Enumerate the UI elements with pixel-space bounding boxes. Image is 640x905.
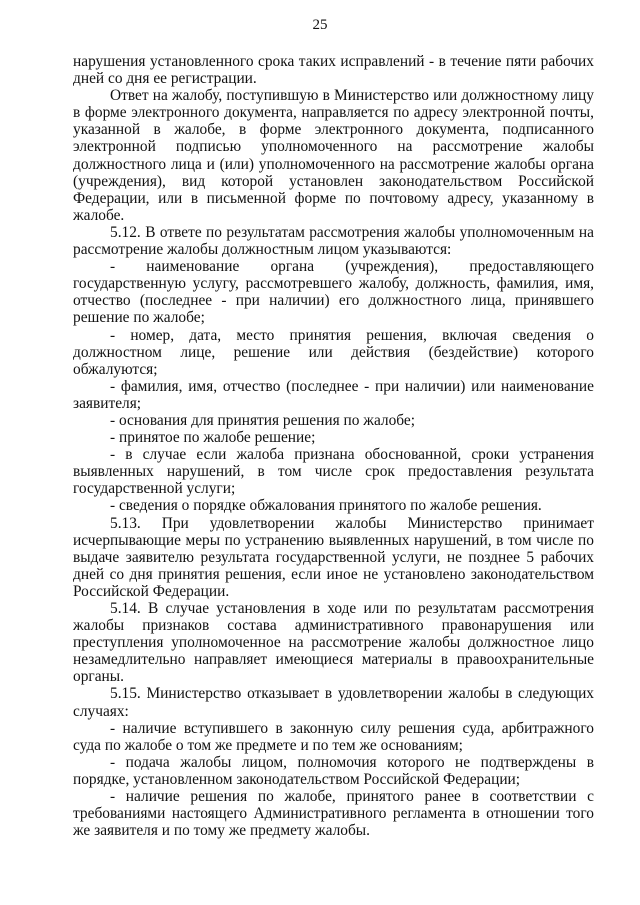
list-item: - наличие вступившего в законную силу решения суда, арбитражного суда по жалобе о том же предмете и по тем же основаниям; — [73, 719, 594, 754]
list-item: - основания для принятия решения по жалобе; — [110, 411, 416, 429]
paragraph: 5.15. Министерство отказывает в удовлетворении жалобы в следующих случаях: — [73, 685, 594, 720]
paragraph: 5.14. В случае установления в ходе или по результатам рассмотрения жалобы признаков состава административного правонарушения или преступления уполномоченное на рассмотрение жалобы должностное лицо незамедлительно направляет имеющиеся материалы в правоохранительные органы. — [73, 600, 594, 686]
page-number: 25 — [312, 17, 328, 33]
paragraph: 5.13. При удовлетворении жалобы Министерство принимает исчерпывающие меры по устранению выявленных нарушений, в том числе по выдаче заявителю результата государственной услуги, не позднее 5 рабочих дней со дня принятия решения, если иное не установлено законодательством Российской Федерации. — [73, 514, 594, 600]
list-item: - номер, дата, место принятия решения, включая сведения о должностном лице, решение или действия (бездействие) которого обжалуются; — [73, 326, 594, 378]
list-item: - сведения о порядке обжалования принятого по жалобе решения. — [110, 497, 542, 515]
list-item: - наличие решения по жалобе, принятого ранее в соответствии с требованиями настоящего Административного регламента в отношении того же заявителя и по тому же предмету жалобы. — [73, 788, 594, 840]
list-item: - в случае если жалоба признана обоснованной, сроки устранения выявленных нарушений, в том числе срок предоставления результата государственной услуги; — [73, 446, 594, 498]
list-item: - фамилия, имя, отчество (последнее - при наличии) или наименование заявителя; — [73, 377, 594, 412]
paragraph: нарушения установленного срока таких исправлений - в течение пяти рабочих дней со дня ее регистрации. — [73, 53, 594, 88]
paragraph: Ответ на жалобу, поступившую в Министерство или должностному лицу в форме электронного документа, направляется по адресу электронной почты, указанной в жалобе, в форме электронного документа, подписанного электронной подписью уполномоченного на рассмотрение жалобы должностного лица и (или) уполномоченного на рассмотрение жалобы органа (учреждения), вид которой установлен законодательством Российской Федерации, или в письменной форме по почтовому адресу, указанному в жалобе. — [73, 87, 594, 224]
list-item: - наименование органа (учреждения), предоставляющего государственную услугу, рассмотревшего жалобу, должность, фамилия, имя, отчество (последнее - при наличии) его должностного лица, принявшего решение по жалобе; — [73, 258, 594, 327]
list-item: - подача жалобы лицом, полномочия которого не подтверждены в порядке, установленном законодательством Российской Федерации; — [73, 753, 594, 788]
list-item: - принятое по жалобе решение; — [110, 429, 316, 447]
document-body — [73, 53, 594, 839]
paragraph: 5.12. В ответе по результатам рассмотрения жалобы уполномоченным на рассмотрение жалобы должностным лицом указываются: — [73, 223, 594, 259]
